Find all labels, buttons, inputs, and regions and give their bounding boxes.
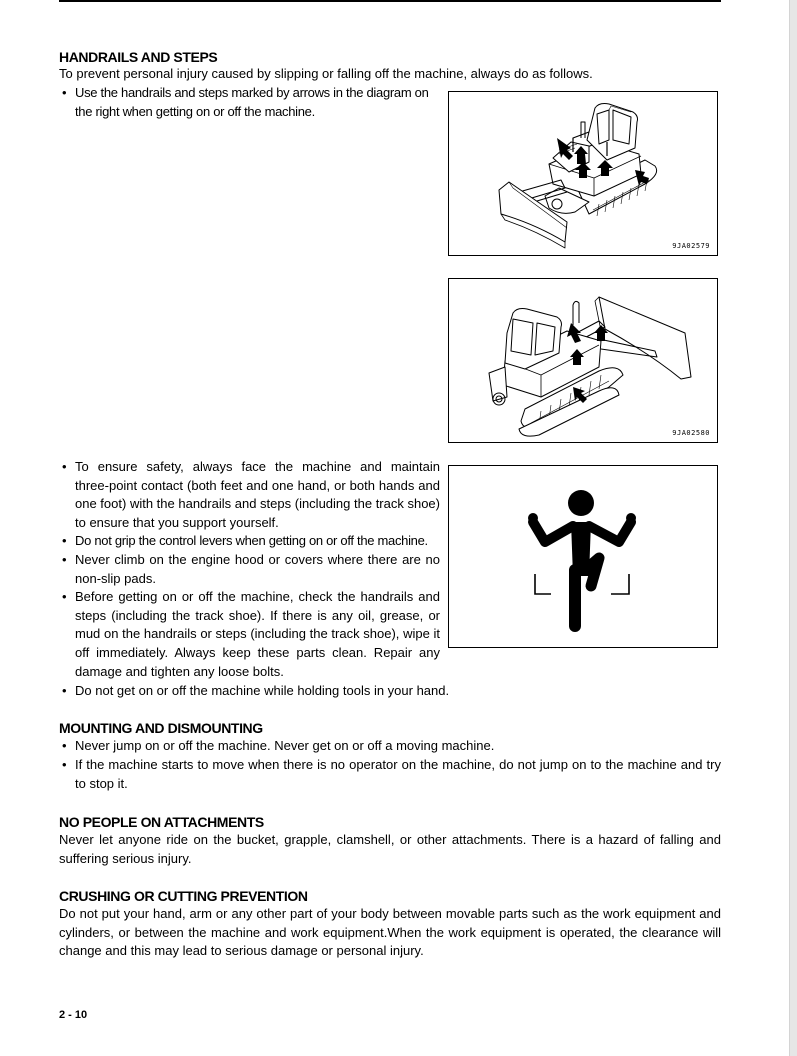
bullet-three-point-contact — [62, 458, 440, 533]
bulldozer-front-illustration — [449, 92, 717, 255]
bullet-use-handrails-line1: • Use the handrails and steps marked by arrows in the diagram on — [75, 85, 429, 100]
heading-crushing-or-cutting-prevention: CRUSHING OR CUTTING PREVENTION — [59, 888, 308, 904]
crushing-text — [59, 905, 721, 961]
bullet-three-point-contact-line3: one foot) with the handrails and steps (including the track shoe) — [75, 496, 440, 512]
bullet-check-handrails-line1: • Before getting on or off the machine, check the handrails and — [75, 589, 440, 604]
heading-handrails-and-steps: HANDRAILS AND STEPS — [59, 49, 218, 65]
bullet-machine-moves-line1: • If the machine starts to move when there is no operator on the machine, do not jump on to the machine and try — [75, 757, 721, 772]
attachments-text — [59, 831, 721, 868]
bullet-machine-moves — [62, 756, 721, 793]
bullet-check-handrails — [62, 588, 440, 682]
bullet-holding-tools: • Do not get on or off the machine while holding tools in your hand. — [62, 682, 495, 701]
figure-code-1: 9JA02579 — [672, 242, 710, 250]
page-edge — [789, 0, 797, 1056]
bullet-check-handrails-line2: steps (including the track shoe). If there is any oil, grease, or — [75, 607, 440, 623]
bullet-control-levers: • Do not grip the control levers when getting on or off the machine. — [62, 532, 455, 551]
crushing-text-line2: cylinders, or between the machine and work equipment.When the work equipment is operated, the clearance will — [59, 924, 721, 940]
page-number: 2 - 10 — [59, 1009, 88, 1021]
handrails-intro: To prevent personal injury caused by slipping or falling off the machine, always do as follows. — [59, 66, 593, 81]
figure-three-point-contact — [448, 465, 718, 648]
attachments-text-line1: Never let anyone ride on the bucket, grapple, clamshell, or other attachments. There is a hazard of falling and — [59, 832, 721, 847]
crushing-text-line3: change and this may lead to serious damage or personal injury. — [59, 943, 424, 959]
bullet-check-handrails-line4: off immediately. Always keep these parts clean. Repair any — [75, 645, 440, 661]
bullet-machine-moves-line2: to stop it. — [75, 775, 128, 791]
figure-bulldozer-front-view — [448, 91, 718, 256]
bullet-three-point-contact-line1: • To ensure safety, always face the machine and maintain — [75, 459, 440, 474]
bullet-engine-hood-line2: non-slip pads. — [75, 570, 156, 586]
bullet-three-point-contact-line4: to ensure that you support yourself. — [75, 515, 279, 531]
heading-mounting-and-dismounting: MOUNTING AND DISMOUNTING — [59, 720, 263, 736]
bullet-three-point-contact-line2: three-point contact (both feet and one hand, or both hands and — [75, 477, 440, 493]
top-rule — [59, 0, 721, 2]
bullet-use-handrails-line2: the right when getting on or off the machine. — [75, 103, 315, 119]
bullet-engine-hood-line1: • Never climb on the engine hood or covers where there are no — [75, 552, 440, 567]
bullet-check-handrails-line3: mud on the handrails or steps (including the track shoe), wipe it — [75, 626, 440, 642]
bullet-never-jump: • Never jump on or off the machine. Never get on or off a moving machine. — [62, 737, 715, 756]
figure-bulldozer-rear-view — [448, 278, 718, 443]
bullet-engine-hood — [62, 551, 440, 588]
attachments-text-line2: suffering serious injury. — [59, 850, 192, 866]
crushing-text-line1: Do not put your hand, arm or any other part of your body between movable parts such as the work equipment and — [59, 906, 721, 921]
person-climbing-icon — [449, 466, 717, 647]
bulldozer-rear-illustration — [449, 279, 717, 442]
heading-no-people-on-attachments: NO PEOPLE ON ATTACHMENTS — [59, 814, 264, 830]
bullet-use-handrails — [62, 84, 445, 121]
bullet-check-handrails-line5: damage and tighten any loose bolts. — [75, 663, 284, 679]
figure-code-2: 9JA02580 — [672, 429, 710, 437]
